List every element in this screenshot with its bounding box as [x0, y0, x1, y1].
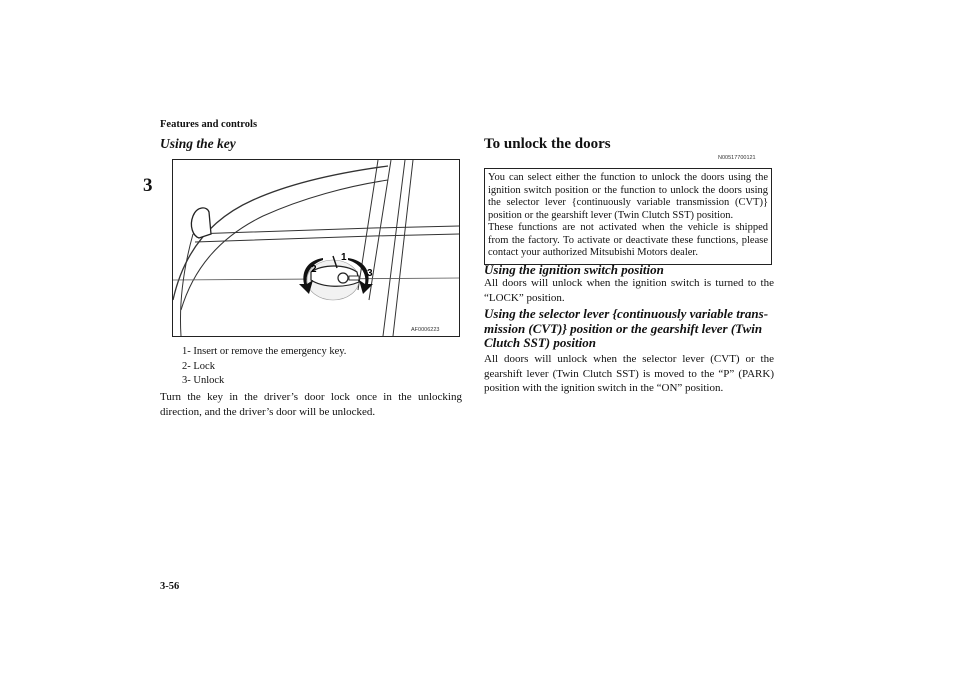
- section-header: Features and controls: [160, 119, 258, 130]
- ignition-switch-paragraph: All doors will unlock when the ignition switch is turned to the “LOCK” position.: [484, 277, 774, 304]
- callout-1: 1: [341, 252, 347, 263]
- heading-ignition-switch: Using the ignition switch position: [484, 262, 664, 277]
- legend-item: 2- Lock: [182, 360, 215, 372]
- heading-code: N00517700121: [718, 155, 756, 161]
- note-paragraph: You can select either the function to unlock the doors using the ignition switch position or the function to unlock the doors using the selector lever {continuously variable transmission (CVT)} position or the gearshift lever (Twin Clutch SST) position.: [488, 172, 768, 221]
- legend-item: 1- Insert or remove the emergency key.: [182, 346, 347, 357]
- figure-code: AF0006223: [411, 327, 440, 333]
- page-number: 3-56: [160, 581, 180, 592]
- note-paragraph: These functions are not activated when the vehicle is shipped from the factory. To activate or deactivate these functions, please contact your authorized Mitsubishi Motors dealer.: [488, 222, 768, 258]
- heading-selector-lever: Using the selector lever {continuously variable trans-mission (CVT)} position or the gearshift lever (Twin Clutch SST) position: [484, 306, 769, 350]
- heading-to-unlock-the-doors: To unlock the doors: [484, 136, 611, 152]
- door-lock-figure: [172, 159, 460, 337]
- callout-2: 2: [311, 264, 317, 275]
- selector-lever-paragraph: All doors will unlock when the selector lever (CVT) or the gearshift lever (Twin Clutch SST) is moved to the “P” (PARK) position with the ignition switch in the “ON” position.: [484, 353, 774, 395]
- heading-using-the-key: Using the key: [160, 136, 236, 151]
- legend-item: 3- Unlock: [182, 375, 225, 387]
- callout-3: 3: [367, 268, 373, 279]
- figure-legend: [182, 345, 346, 389]
- door-lock-illustration: [173, 160, 459, 336]
- note-box: [484, 168, 772, 265]
- chapter-tab: 3: [143, 175, 153, 196]
- key-instructions-paragraph: Turn the key in the driver’s door lock once in the unlocking direction, and the driver’s door will be unlocked.: [160, 391, 462, 418]
